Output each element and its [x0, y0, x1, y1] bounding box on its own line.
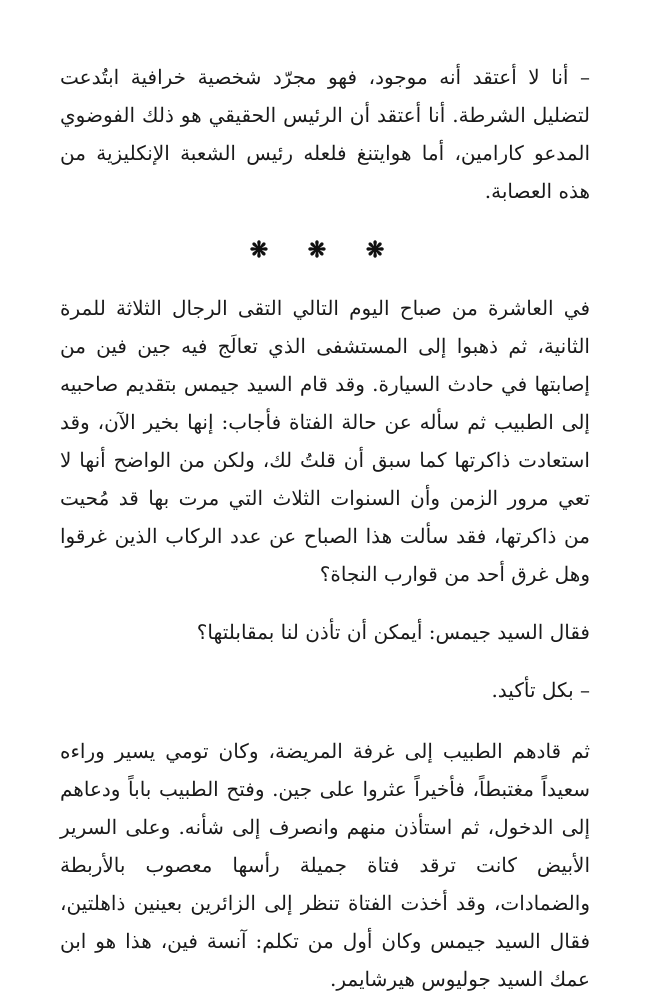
- paragraph-dialogue-3: – بكل تأكيد.: [491, 678, 590, 702]
- paragraph-dialogue-1: – أنا لا أعتقد أنه موجود، فهو مجرّد شخصية خرافية ابتُدعت لتضليل الشرطة. أنا أعتقد أن الرئيس الحقيقي هو ذلك الفوضوي المدعو كارامين، أما هوايتنغ فلعله رئيس الشعبة الإنكليزية من هذه العصابة.: [60, 65, 590, 203]
- paragraph-patient-room: ثم قادهم الطبيب إلى غرفة المريضة، وكان تومي يسير وراءه سعيداً مغتبطاً، فأخيراً عثروا على جين. وفتح الطبيب باباً ودعاهم إلى الدخول، ثم استأذن منهم وانصرف إلى شأنه. وعلى السرير الأبيض كانت ترقد فتاة جميلة رأسها معصوب بالأربطة والضمادات، وقد أخذت الفتاة تنظر إلى الزائرين بعينين ذاهلتين، فقال السيد جيمس وكان أول من تكلم: آنسة فين، هذا هو ابن عمك السيد جوليوس هيرشايمر.: [60, 739, 590, 991]
- paragraph-dialogue-2: فقال السيد جيمس: أيمكن أن تأذن لنا بمقابلتها؟: [196, 620, 590, 644]
- book-page: [60, 58, 590, 998]
- section-separator: ❋ ❋ ❋: [249, 237, 401, 263]
- paragraph-hospital-visit: في العاشرة من صباح اليوم التالي التقى الرجال الثلاثة للمرة الثانية، ثم ذهبوا إلى المستشفى الذي تعالَج فيه جين فين من إصابتها في حادث السيارة. وقد قام السيد جيمس بتقديم صاحبيه إلى الطبيب ثم سأله عن حالة الفتاة فأجاب: إنها بخير الآن، وقد استعادت ذاكرتها كما سبق أن قلتُ لك، ولكن من الواضح أنها لا تعي مرور الزمن وأن السنوات الثلاث التي مرت بها قد مُحيت من ذاكرتها، فقد سألت هذا الصباح عن عدد الركاب الذين غرقوا وهل غرق أحد من قوارب النجاة؟: [60, 296, 590, 586]
